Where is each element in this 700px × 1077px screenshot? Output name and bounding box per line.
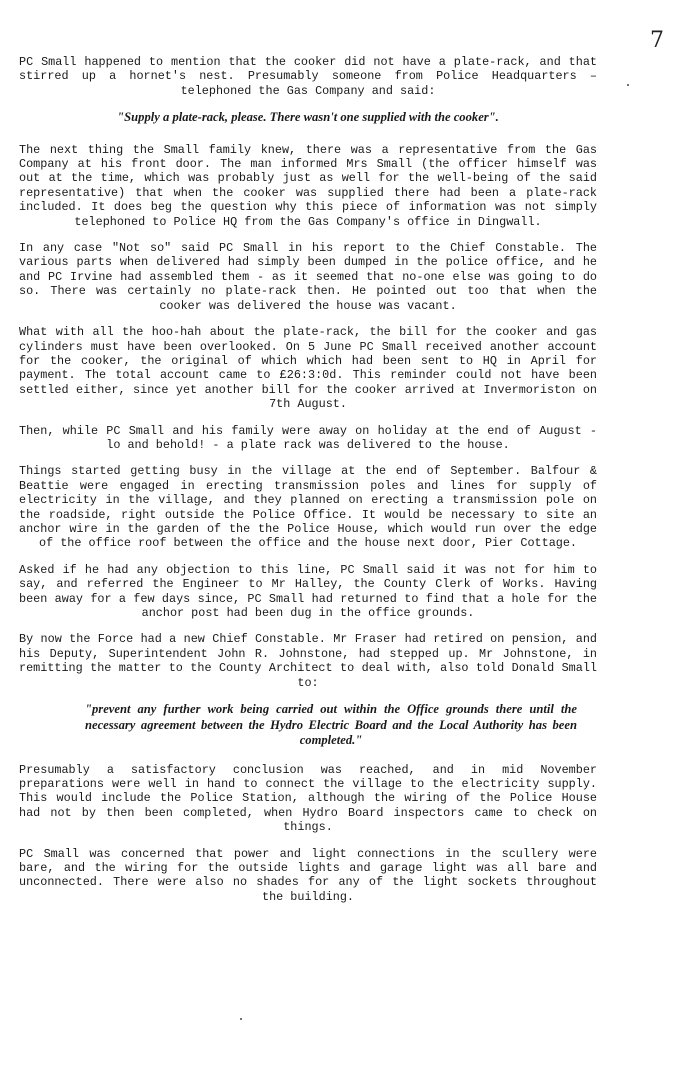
paragraph-not-so: In any case "Not so" said PC Small in his report to the Chief Constable. The various parts when delivered had simply been dumped in the police office, and he and PC Irvine had assembled them - as it seemed that no-one else was going to do so. There was certainly no plate-rack then. He pointed out too that when the cooker was delivered the house was vacant. — [19, 241, 597, 313]
paragraph-holiday: Then, while PC Small and his family were away on holiday at the end of August - lo and behold! - a plate rack was delivered to the house. — [19, 423, 597, 452]
quote-supply-plate-rack: "Supply a plate-rack, please. There wasn't one supplied with the cooker". — [117, 110, 499, 125]
paragraph-electricity-supply: Presumably a satisfactory conclusion was reached, and in mid November preparations were well in hand to connect the village to the electricity supply. This would include the Police Station, although the wiring of the Police House had not by then been completed, when Hydro Board inspectors came to check on things. — [19, 762, 597, 835]
paragraph-anchor-post: Asked if he had any objection to this line, PC Small said it was not for him to say, and referred the Engineer to Mr Halley, the County Clerk of Works. Having been away for a few days since, PC Small had returned to find that a hole for the anchor post had been dug in the office grounds. — [19, 562, 597, 620]
paragraph-gas-company-visit: The next thing the Small family knew, there was a representative from the Gas Company at his front door. The man informed Mrs Small (the officer himself was out at the time, which was probably just as well for the well-being of the said representative) that when the cooker was supplied there had been a plate-rack included. It does beg the question why this piece of information was not simply telephoned to Police HQ from the Gas Company's office in Dingwall. — [19, 142, 597, 229]
quote-prevent-work: "prevent any further work being carried out within the Office grounds there until the necessary agreement between the Hydro Electric Board and the Local Authority has been completed." — [85, 702, 577, 748]
paragraph-cooker-bill: What with all the hoo-hah about the plate-rack, the bill for the cooker and gas cylinders must have been overlooked. On 5 June PC Small received another account for the cooker, the original of which which had been sent to HQ in April for payment. The total account came to £26:3:0d. This reminder could not have been settled either, since yet another bill for the cooker arrived at Invermoriston on 7th August. — [19, 325, 597, 412]
document-body — [19, 55, 597, 916]
page-number: 7 — [650, 28, 664, 53]
paragraph-bare-wiring: PC Small was concerned that power and light connections in the scullery were bare, and the wiring for the outside lights and garage light was all bare and unconnected. There were also no shades for any of the light sockets throughout the building. — [19, 846, 597, 904]
scan-speck — [627, 84, 629, 86]
paragraph-plate-rack: PC Small happened to mention that the cooker did not have a plate-rack, and that stirred up a hornet's nest. Presumably someone from Police Headquarters – telephoned the Gas Company and said: — [19, 55, 597, 98]
paragraph-transmission-poles: Things started getting busy in the village at the end of September. Balfour & Beattie were engaged in erecting transmission poles and lines for supply of electricity in the village, and they planned on erecting a transmission pole on the roadside, right outside the Police Office. It would be necessary to site an anchor wire in the garden of the the Police House, which would run over the edge of the office roof between the office and the house next door, Pier Cottage. — [19, 464, 597, 551]
scan-speck — [240, 1018, 242, 1020]
paragraph-new-chief-constable: By now the Force had a new Chief Constable. Mr Fraser had retired on pension, and his Deputy, Superintendent John R. Johnstone, had stepped up. Mr Johnstone, in remitting the matter to the County Architect to deal with, also told Donald Small to: — [19, 632, 597, 690]
